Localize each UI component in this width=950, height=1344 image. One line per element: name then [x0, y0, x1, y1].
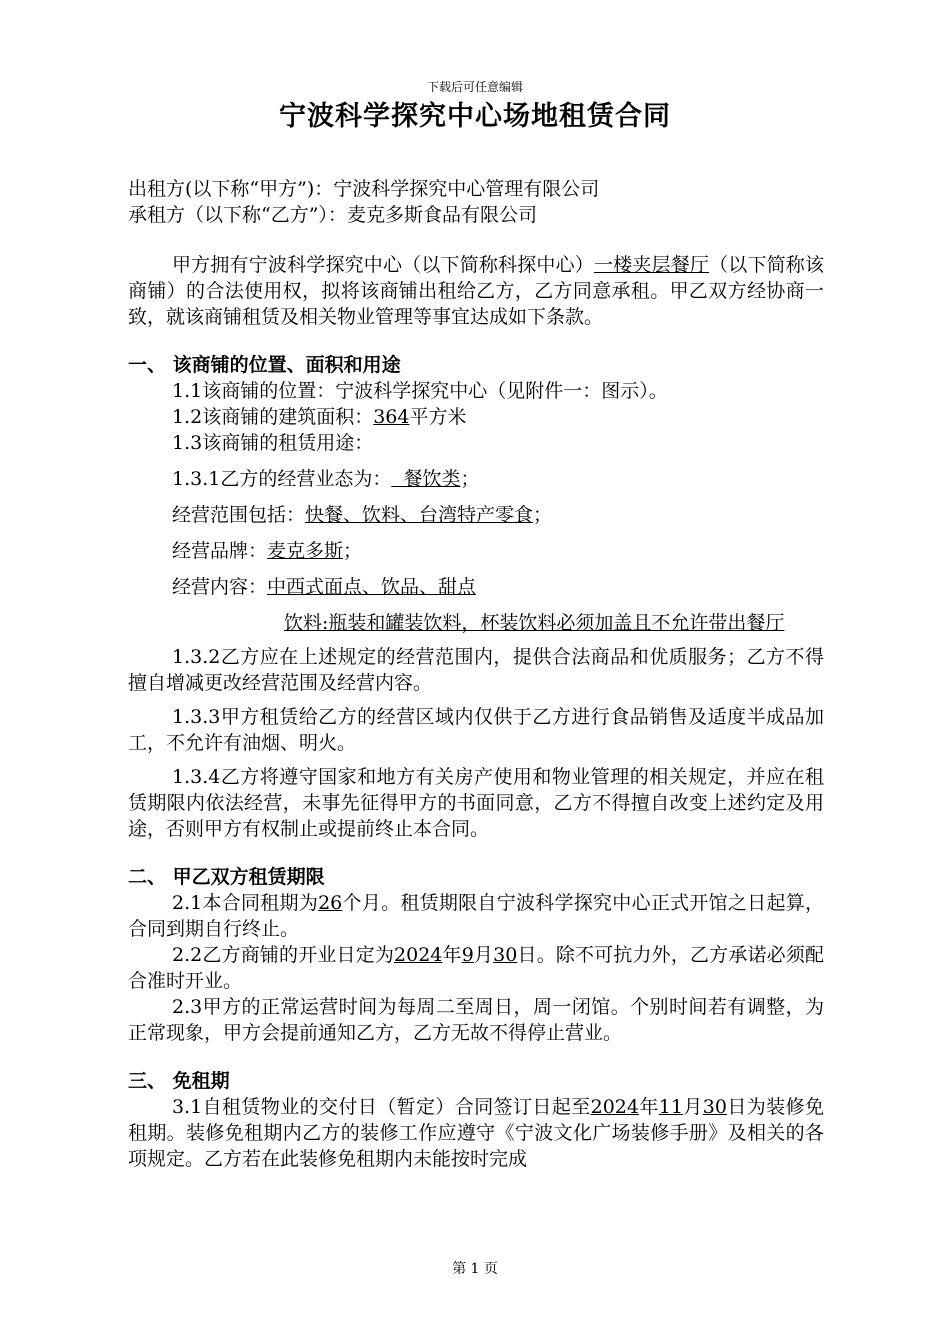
clause-2-1-text-a: 2.1本合同租期为: [172, 892, 319, 914]
year-unit: 年: [638, 1096, 659, 1118]
area-value: 364: [373, 406, 410, 428]
section-3-heading: 三、 免租期: [128, 1070, 230, 1092]
scope-label: 经营范围包括：: [172, 504, 306, 526]
brand-label: 经营品牌：: [172, 540, 268, 562]
clause-1-3: 1.3该商铺的租赁用途：: [172, 432, 374, 454]
document-title: 宁波科学探究中心场地租赁合同: [279, 101, 671, 132]
free-rent-month: 11: [658, 1096, 683, 1118]
clause-3-1-text-b: 日为装修免租期。装修免租期内乙方的装修工作应遵守《宁波文化广场装修手册》及相关的各项规定。乙方若在此装修免租期内未能按时完成: [128, 1096, 824, 1170]
section-2-heading: 二、 甲乙双方租赁期限: [128, 866, 325, 888]
free-rent-day: 30: [702, 1096, 727, 1118]
clause-2-2: [128, 942, 824, 994]
clause-2-2-text-a: 2.2乙方商铺的开业日定为: [172, 944, 395, 966]
area-unit: 平方米: [409, 406, 467, 428]
year-unit: 年: [442, 944, 462, 966]
lessor-line: [128, 176, 824, 202]
clause-2-3: 2.3甲方的正常运营时间为每周二至周日，周一闭馆。个别时间若有调整，为正常现象，甲方会提前通知乙方，乙方无故不得停止营业。: [128, 996, 824, 1044]
drinks-note: 饮料:瓶装和罐装饮料，杯装饮料必须加盖且不允许带出餐厅: [284, 612, 785, 634]
clause-1-2-text: 1.2该商铺的建筑面积：: [172, 406, 374, 428]
clause-2-1-text-b: 个月。租赁期限自宁波科学探究中心正式开馆之日起算，合同到期自行终止。: [128, 892, 824, 940]
business-scope: [128, 502, 824, 528]
lease-months: 26: [318, 892, 343, 914]
intro-text-b: （以下简称该商铺）的合法使用权，拟将该商铺出租给乙方，乙方同意承租。甲乙双方经协商一致，就该商铺租赁及相关物业管理等事宜达成如下条款。: [128, 254, 824, 328]
month-unit: 月: [473, 944, 494, 966]
business-content: [128, 574, 824, 600]
intro-text-a: 甲方拥有宁波科学探究中心（以下简称科探中心）: [172, 254, 594, 276]
header-note: 下载后可任意编辑: [426, 80, 523, 94]
lessee-prefix: 承租方（以下称“乙方”）：: [128, 204, 347, 226]
clause-2-2-text-b: 日。除不可抗力外，乙方承诺必须配合准时开业。: [128, 944, 824, 992]
opening-day: 30: [493, 944, 518, 966]
business-brand: [128, 538, 824, 564]
intro-paragraph: [128, 252, 824, 330]
brand-end: ；: [343, 540, 363, 562]
clause-1-2: [128, 404, 824, 430]
clause-1-3-4: 1.3.4乙方将遵守国家和地方有关房产使用和物业管理的相关规定，并应在租赁期限内依法经营，未事先征得甲方的书面同意，乙方不得擅自改变上述约定及用途，否则甲方有权制止或提前终止本合同。: [128, 766, 824, 840]
clause-2-1: [128, 890, 824, 942]
free-rent-year: 2024: [590, 1096, 639, 1118]
opening-year: 2024: [394, 944, 443, 966]
lessee-line: [128, 202, 824, 228]
opening-month: 9: [461, 944, 474, 966]
clause-1-1: 1.1该商铺的位置：宁波科学探究中心（见附件一：图示）。: [172, 380, 668, 402]
lessor-name: 宁波科学探究中心管理有限公司: [333, 178, 600, 200]
premises-name: 一楼夹层餐厅: [593, 254, 710, 276]
section-1-heading: 一、 该商铺的位置、面积和用途: [128, 354, 401, 376]
clause-1-3-1-text: 1.3.1乙方的经营业态为：: [172, 468, 392, 490]
clause-3-1: [128, 1094, 824, 1172]
scope-value: 快餐、饮料、台湾特产零食: [305, 504, 534, 526]
lessee-name: 麦克多斯食品有限公司: [346, 204, 537, 226]
scope-end: ；: [533, 504, 553, 526]
month-unit: 月: [682, 1096, 703, 1118]
clause-1-3-3: 1.3.3甲方租赁给乙方的经营区域内仅供于乙方进行食品销售及适度半成品加工，不允许有油烟、明火。: [128, 706, 824, 754]
clause-3-1-text-a: 3.1自租赁物业的交付日（暂定）合同签订日起至: [172, 1096, 591, 1118]
content-value: 中西式面点、饮品、甜点: [267, 576, 477, 598]
page-number: 第 1 页: [452, 1261, 498, 1277]
content-label: 经营内容：: [172, 576, 268, 598]
clause-1-3-1-end: ；: [460, 468, 480, 490]
lessor-prefix: 出租方(以下称“甲方”)：: [128, 178, 334, 200]
contract-body: [128, 176, 824, 1172]
business-type: 餐饮类: [391, 468, 461, 490]
clause-1-3-1: [128, 466, 824, 492]
clause-1-3-2: 1.3.2乙方应在上述规定的经营范围内，提供合法商品和优质服务；乙方不得擅自增减更改经营范围及经营内容。: [128, 646, 824, 694]
brand-value: 麦克多斯: [267, 540, 344, 562]
